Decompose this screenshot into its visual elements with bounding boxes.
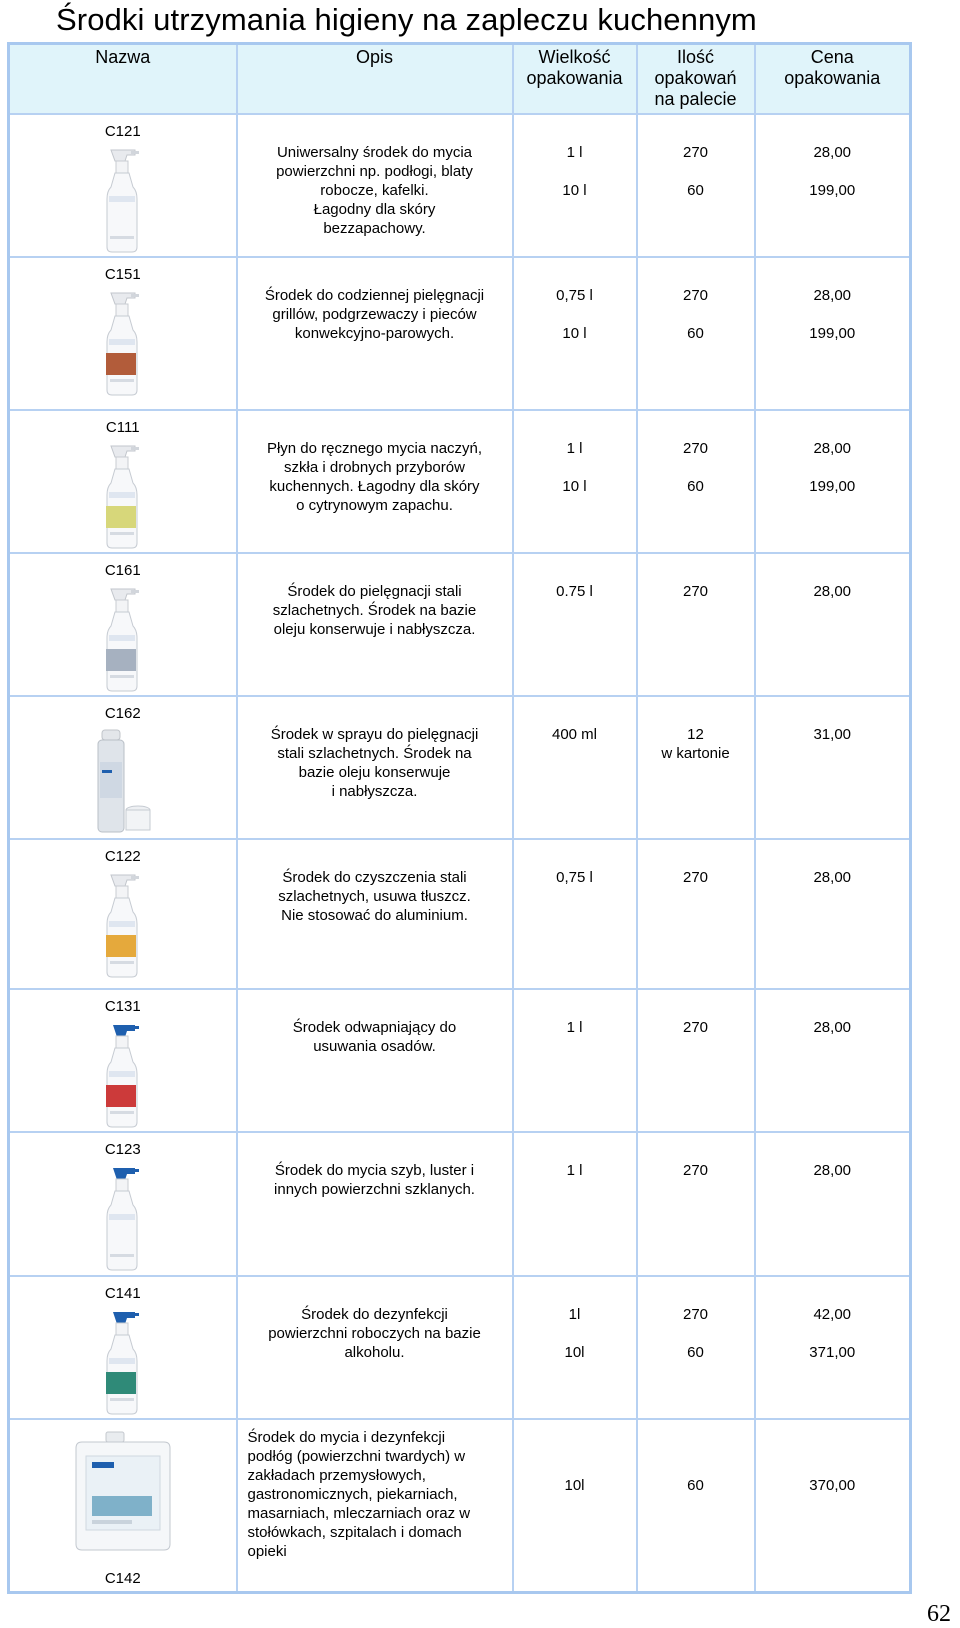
size-cell	[513, 553, 637, 696]
qty-cell	[637, 1276, 755, 1419]
product-code: C161	[104, 562, 141, 579]
product-code: C121	[104, 123, 141, 140]
package-price: 371,00	[809, 1344, 856, 1361]
package-size: 1 l	[566, 1162, 583, 1179]
header-description: Opis	[237, 44, 513, 115]
pallet-qty: 270	[682, 869, 709, 886]
qty-cell	[637, 989, 755, 1132]
description-line: Płyn do ręcznego mycia naczyń,	[266, 440, 483, 457]
pallet-qty: 60	[687, 182, 704, 199]
package-size: 1 l	[566, 1019, 583, 1036]
description-cell	[237, 114, 513, 257]
spray-bottle-icon	[10, 869, 236, 981]
header-size: Wielkość opakowania	[513, 44, 637, 115]
price-cell	[755, 114, 911, 257]
table-row	[9, 114, 911, 257]
spray-bottle-icon	[10, 1306, 236, 1418]
package-size: 10l	[564, 1344, 585, 1361]
package-price: 28,00	[813, 1162, 852, 1179]
description-line: opieki	[247, 1543, 287, 1560]
package-size: 10l	[564, 1477, 585, 1494]
description-cell	[237, 1276, 513, 1419]
package-price: 28,00	[813, 287, 852, 304]
table-row	[9, 1276, 911, 1419]
description-line: Środek do czyszczenia stali	[282, 869, 467, 886]
package-size: 400 ml	[551, 726, 598, 743]
product-code: C151	[104, 266, 141, 283]
spray-bottle-icon	[10, 1019, 236, 1131]
package-price: 42,00	[813, 1306, 852, 1323]
pallet-qty: 270	[682, 440, 709, 457]
pallet-qty: 270	[682, 287, 709, 304]
qty-cell	[637, 553, 755, 696]
price-cell	[755, 839, 911, 989]
qty-cell	[637, 114, 755, 257]
product-code: C142	[104, 1569, 141, 1587]
package-price: 28,00	[813, 144, 852, 161]
spray-bottle-icon	[10, 440, 236, 552]
description-line: podłóg (powierzchni twardych) w	[247, 1448, 466, 1465]
package-size: 10 l	[562, 478, 587, 495]
pallet-qty: 60	[687, 1344, 704, 1361]
description-line: Środek do pielęgnacji stali	[287, 583, 462, 600]
header-qty: Ilość opakowań na palecie	[637, 44, 755, 115]
description-line: stołówkach, szpitalach i domach	[247, 1524, 462, 1541]
description-line: szlachetnych, usuwa tłuszcz.	[278, 888, 471, 905]
product-cell	[9, 839, 237, 989]
package-price: 199,00	[809, 325, 856, 342]
price-cell	[755, 1132, 911, 1276]
package-price: 199,00	[809, 182, 856, 199]
description-line: bazie oleju konserwuje	[298, 764, 451, 781]
size-cell	[513, 989, 637, 1132]
product-cell	[9, 1276, 237, 1419]
description-line: Środek odwapniający do	[292, 1019, 457, 1036]
pallet-qty: 270	[682, 1162, 709, 1179]
description-line: o cytrynowym zapachu.	[296, 497, 453, 514]
description-cell	[237, 839, 513, 989]
package-size: 0,75 l	[556, 869, 593, 886]
header-name: Nazwa	[9, 44, 237, 115]
qty-cell	[637, 1419, 755, 1592]
product-cell	[9, 1419, 237, 1592]
price-cell	[755, 989, 911, 1132]
description-line: Nie stosować do aluminium.	[281, 907, 468, 924]
package-price: 370,00	[809, 1477, 856, 1494]
description-line: innych powierzchni szklanych.	[274, 1181, 475, 1198]
package-price: 199,00	[809, 478, 856, 495]
table-row	[9, 553, 911, 696]
description-line: zakładach przemysłowych,	[247, 1467, 426, 1484]
size-cell	[513, 1276, 637, 1419]
description-line: i nabłyszcza.	[331, 783, 418, 800]
price-cell	[755, 257, 911, 410]
package-size: 1l	[568, 1306, 581, 1323]
description-line: usuwania osadów.	[313, 1038, 436, 1055]
price-cell	[755, 1276, 911, 1419]
description-line: kuchennych. Łagodny dla skóry	[269, 478, 480, 495]
description-line: Środek w sprayu do pielęgnacji	[270, 726, 479, 743]
table-row	[9, 1132, 911, 1276]
description-line: szkła i drobnych przyborów	[284, 459, 465, 476]
canister-icon	[10, 1430, 236, 1554]
product-cell	[9, 1132, 237, 1276]
description-line: robocze, kafelki.	[320, 182, 429, 199]
description-line: Łagodny dla skóry	[313, 201, 436, 218]
description-line: Środek do mycia szyb, luster i	[274, 1162, 475, 1179]
pallet-qty: w kartonie	[661, 745, 730, 762]
spray-bottle-icon	[10, 583, 236, 695]
price-cell	[755, 696, 911, 839]
package-size: 10 l	[562, 182, 587, 199]
spray-bottle-icon	[10, 287, 236, 399]
product-cell	[9, 114, 237, 257]
pallet-qty: 270	[682, 144, 709, 161]
qty-cell	[637, 839, 755, 989]
pallet-qty: 270	[682, 1019, 709, 1036]
description-line: Środek do codziennej pielęgnacji	[264, 287, 485, 304]
description-cell	[237, 410, 513, 553]
description-line: powierzchni roboczych na bazie	[268, 1325, 481, 1342]
product-code: C131	[104, 998, 141, 1015]
table-row	[9, 1419, 911, 1592]
description-cell	[237, 553, 513, 696]
description-line: Uniwersalny środek do mycia	[276, 144, 473, 161]
size-cell	[513, 114, 637, 257]
description-line: szlachetnych. Środek na bazie	[272, 602, 477, 619]
package-size: 10 l	[562, 325, 587, 342]
product-code: C122	[104, 848, 141, 865]
description-cell	[237, 1419, 513, 1592]
qty-cell	[637, 257, 755, 410]
description-line: alkoholu.	[344, 1344, 405, 1361]
table-row	[9, 410, 911, 553]
description-line: oleju konserwuje i nabłyszcza.	[273, 621, 476, 638]
product-cell	[9, 553, 237, 696]
pallet-qty: 12	[687, 726, 704, 743]
qty-cell	[637, 410, 755, 553]
description-line: konwekcyjno-parowych.	[294, 325, 455, 342]
price-cell	[755, 1419, 911, 1592]
table-header-row	[9, 44, 911, 115]
header-price: Cena opakowania	[755, 44, 911, 115]
package-price: 28,00	[813, 583, 852, 600]
pallet-qty: 270	[682, 1306, 709, 1323]
description-cell	[237, 696, 513, 839]
qty-cell	[637, 1132, 755, 1276]
size-cell	[513, 257, 637, 410]
price-cell	[755, 553, 911, 696]
description-line: Środek do dezynfekcji	[301, 1306, 448, 1323]
product-cell	[9, 257, 237, 410]
product-cell	[9, 989, 237, 1132]
description-cell	[237, 1132, 513, 1276]
package-price: 28,00	[813, 869, 852, 886]
size-cell	[513, 696, 637, 839]
pallet-qty: 60	[687, 1477, 704, 1494]
product-cell	[9, 410, 237, 553]
table-row	[9, 257, 911, 410]
spray-bottle-icon	[10, 1162, 236, 1274]
description-line: stali szlachetnych. Środek na	[277, 745, 472, 762]
description-line: Środek do mycia i dezynfekcji	[247, 1429, 446, 1446]
description-line: masarniach, mleczarniach oraz w	[247, 1505, 471, 1522]
description-cell	[237, 989, 513, 1132]
qty-cell	[637, 696, 755, 839]
product-code: C123	[104, 1141, 141, 1158]
price-cell	[755, 410, 911, 553]
size-cell	[513, 1132, 637, 1276]
table-row	[9, 696, 911, 839]
size-cell	[513, 1419, 637, 1592]
products-table	[7, 42, 912, 1594]
description-line: bezzapachowy.	[323, 220, 426, 237]
package-size: 0,75 l	[556, 287, 593, 304]
product-cell	[9, 696, 237, 839]
description-line: powierzchni np. podłogi, blaty	[276, 163, 473, 180]
size-cell	[513, 839, 637, 989]
aerosol-can-icon	[10, 726, 236, 838]
page-title: Środki utrzymania higieny na zapleczu kuchennym	[56, 2, 757, 37]
description-cell	[237, 257, 513, 410]
package-price: 31,00	[813, 726, 852, 743]
pallet-qty: 60	[687, 325, 704, 342]
package-price: 28,00	[813, 440, 852, 457]
spray-bottle-icon	[10, 144, 236, 256]
product-code: C111	[105, 419, 140, 436]
description-line: gastronomicznych, piekarniach,	[247, 1486, 458, 1503]
description-line: grillów, podgrzewaczy i pieców	[272, 306, 477, 323]
product-code: C141	[104, 1285, 141, 1302]
table-row	[9, 839, 911, 989]
package-size: 0.75 l	[556, 583, 593, 600]
size-cell	[513, 410, 637, 553]
pallet-qty: 270	[682, 583, 709, 600]
package-size: 1 l	[566, 440, 583, 457]
page-number: 62	[927, 1601, 951, 1627]
table-row	[9, 989, 911, 1132]
pallet-qty: 60	[687, 478, 704, 495]
package-size: 1 l	[566, 144, 583, 161]
product-code: C162	[104, 705, 141, 722]
package-price: 28,00	[813, 1019, 852, 1036]
